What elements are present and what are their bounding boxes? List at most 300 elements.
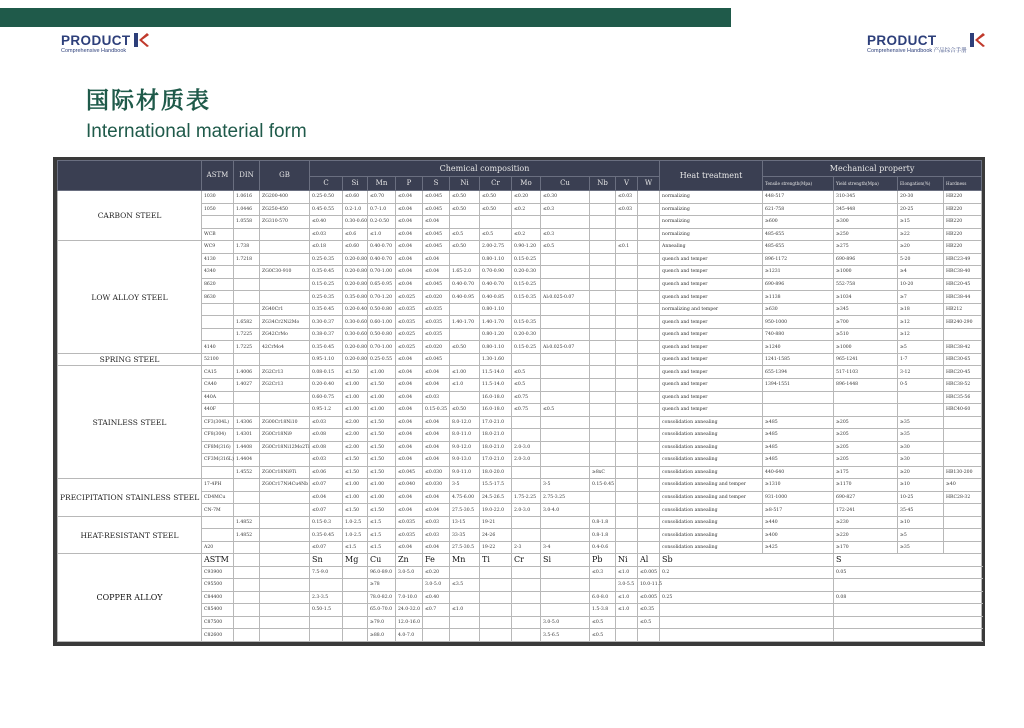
header-element-mn: Mn <box>368 177 396 191</box>
table-cell <box>638 266 660 279</box>
table-cell: 3-5 <box>450 479 480 492</box>
table-cell: ≤2.00 <box>343 416 368 429</box>
table-cell <box>512 353 541 366</box>
table-cell <box>260 604 310 617</box>
table-cell <box>234 541 260 554</box>
table-cell: 9.0-13.0 <box>450 454 480 467</box>
table-cell <box>260 491 310 504</box>
table-cell: ≤0.04 <box>423 216 450 229</box>
table-cell: 3.0-5.0 <box>423 579 450 592</box>
table-cell: ≥510 <box>834 328 898 341</box>
table-cell: 965-1241 <box>834 353 898 366</box>
table-cell <box>590 241 616 254</box>
copper-header-cell: Sb <box>660 554 834 566</box>
table-cell: 0.30-0.60 <box>343 216 368 229</box>
table-cell: CF3M(316L) <box>202 454 234 467</box>
table-cell: 0.25-0.55 <box>368 353 396 366</box>
table-cell <box>616 391 638 404</box>
table-cell: 1241-1585 <box>763 353 834 366</box>
table-cell: 0.50-0.80 <box>368 303 396 316</box>
table-cell <box>234 228 260 241</box>
table-cell <box>234 504 260 517</box>
table-cell: 3-5 <box>541 479 590 492</box>
table-cell: ≤0.04 <box>423 266 450 279</box>
table-cell <box>638 203 660 216</box>
table-cell <box>541 391 590 404</box>
table-row <box>58 353 982 366</box>
table-cell <box>260 579 310 592</box>
table-cell: ≤0.07 <box>310 504 343 517</box>
table-cell <box>834 404 898 417</box>
table-cell: 16.0-18.0 <box>480 404 512 417</box>
table-cell: 0.40-0.95 <box>450 291 480 304</box>
table-cell <box>480 591 512 604</box>
table-cell <box>541 591 590 604</box>
table-cell <box>590 328 616 341</box>
table-cell: ≥4 <box>898 266 944 279</box>
table-cell <box>450 566 480 579</box>
table-cell <box>512 479 541 492</box>
table-cell: ≤0.5 <box>638 616 660 629</box>
table-cell: 552-758 <box>834 278 898 291</box>
table-cell: 17.0-21.0 <box>480 416 512 429</box>
table-cell <box>616 378 638 391</box>
table-cell: HRC30-65 <box>944 353 982 366</box>
table-cell <box>541 516 590 529</box>
table-cell: ≤0.5 <box>590 629 616 642</box>
table-cell: 3-4 <box>541 541 590 554</box>
table-cell: 0.30-0.60 <box>343 328 368 341</box>
table-cell: 0.25-0.50 <box>310 191 343 204</box>
table-cell <box>638 466 660 479</box>
table-cell: HB220 <box>944 203 982 216</box>
table-cell: ZG0Cr18Ni12Mo2Ti <box>260 441 310 454</box>
table-cell: ≤1.00 <box>343 404 368 417</box>
table-cell: 5-20 <box>898 253 944 266</box>
table-cell: HRC38-44 <box>944 291 982 304</box>
table-cell: 0.2-0.50 <box>368 216 396 229</box>
table-cell: ≤0.005 <box>638 566 660 579</box>
table-cell: 0.60-1.00 <box>368 316 396 329</box>
table-cell: ≥7 <box>898 291 944 304</box>
table-cell <box>260 391 310 404</box>
table-cell: ≥18 <box>898 303 944 316</box>
table-cell: quench and temper <box>660 278 763 291</box>
table-cell: 1.7225 <box>234 341 260 354</box>
header-astm: ASTM <box>202 161 234 191</box>
table-cell <box>202 328 234 341</box>
table-cell <box>616 328 638 341</box>
table-cell: 8.0-11.0 <box>450 429 480 442</box>
table-cell: ≤0.04 <box>396 404 423 417</box>
table-cell: ≤0.045 <box>423 203 450 216</box>
table-cell: ≤1.00 <box>368 391 396 404</box>
table-cell <box>763 404 834 417</box>
table-cell <box>590 303 616 316</box>
table-cell: 4.75-6.00 <box>450 491 480 504</box>
header-element-cr: Cr <box>480 177 512 191</box>
table-cell: ≤0.5 <box>450 228 480 241</box>
table-cell <box>638 328 660 341</box>
table-cell <box>638 491 660 504</box>
table-cell: 42CrMo4 <box>260 341 310 354</box>
table-cell <box>834 616 982 629</box>
table-cell: ≤0.20 <box>512 191 541 204</box>
table-cell: consolidation annealing <box>660 516 763 529</box>
table-cell: 0.70-1.20 <box>368 291 396 304</box>
table-row <box>58 191 982 204</box>
table-cell: ≤1.00 <box>343 491 368 504</box>
brand-sub-en: Comprehensive Handbook <box>867 48 933 54</box>
table-cell: 1.4006 <box>234 366 260 379</box>
table-cell <box>541 278 590 291</box>
table-cell: ≤0.04 <box>396 416 423 429</box>
table-cell: quench and temper <box>660 391 763 404</box>
header-element-mo: Mo <box>512 177 541 191</box>
table-cell: ZG00Cr18Ni10 <box>260 416 310 429</box>
table-cell: 2.0-3.0 <box>512 441 541 454</box>
table-cell <box>480 629 512 642</box>
table-cell: 1.4852 <box>234 529 260 542</box>
table-cell <box>260 278 310 291</box>
table-cell: ≥15 <box>898 216 944 229</box>
table-cell: Annealing <box>660 241 763 254</box>
table-cell: ≥600 <box>763 216 834 229</box>
table-cell: 2-3 <box>512 541 541 554</box>
table-cell <box>944 441 982 454</box>
table-cell: ≤0.04 <box>396 203 423 216</box>
table-cell <box>512 466 541 479</box>
table-cell <box>638 291 660 304</box>
table-cell: ZG2Cr13 <box>260 378 310 391</box>
table-cell <box>834 629 982 642</box>
table-cell <box>396 579 423 592</box>
table-cell: ≥35 <box>898 541 944 554</box>
table-cell: ≤0.20 <box>423 566 450 579</box>
table-cell: ≤0.5 <box>590 616 616 629</box>
table-cell <box>512 579 541 592</box>
table-cell <box>834 391 898 404</box>
header-element-cu: Cu <box>541 177 590 191</box>
table-cell: 0.08 <box>834 591 982 604</box>
table-cell: ≤1.0 <box>368 228 396 241</box>
table-cell <box>234 278 260 291</box>
table-cell: 1.4301 <box>234 429 260 442</box>
table-cell: ≤1.50 <box>343 366 368 379</box>
table-cell: ≤0.045 <box>423 228 450 241</box>
table-cell <box>202 316 234 329</box>
table-cell <box>616 228 638 241</box>
table-cell: ≤1.0 <box>616 591 638 604</box>
table-cell <box>343 579 368 592</box>
table-cell: ≤0.03 <box>310 454 343 467</box>
header-element-si: Si <box>343 177 368 191</box>
table-cell: 1-7 <box>898 353 944 366</box>
table-cell <box>541 429 590 442</box>
table-cell <box>616 454 638 467</box>
table-cell: consolidation annealing <box>660 454 763 467</box>
table-cell: 0.35-0.45 <box>310 266 343 279</box>
table-cell <box>944 416 982 429</box>
group-label: PRECIPITATION STAINLESS STEEL <box>58 479 202 517</box>
table-cell: ≥440 <box>763 516 834 529</box>
table-cell: quench and temper <box>660 353 763 366</box>
table-cell: ≤0.50 <box>450 191 480 204</box>
table-cell: CF3(304L) <box>202 416 234 429</box>
table-cell: ≤0.03 <box>423 391 450 404</box>
table-cell <box>260 291 310 304</box>
table-cell <box>541 466 590 479</box>
table-cell: ≤0.04 <box>396 391 423 404</box>
table-cell <box>944 541 982 554</box>
table-cell: 0.65-0.95 <box>368 278 396 291</box>
table-cell: 1.4306 <box>234 416 260 429</box>
table-cell: consolidation annealing <box>660 416 763 429</box>
table-cell <box>590 316 616 329</box>
table-cell <box>590 404 616 417</box>
table-cell: 0.70-1.00 <box>368 341 396 354</box>
table-cell: 0.80-1.10 <box>480 341 512 354</box>
table-cell: quench and temper <box>660 316 763 329</box>
table-cell: 0.40-0.85 <box>480 291 512 304</box>
table-cell: ≤0.035 <box>396 529 423 542</box>
table-cell: 3.0-5.5 <box>616 579 638 592</box>
table-cell: normalizing <box>660 216 763 229</box>
table-cell: 0.95-1.10 <box>310 353 343 366</box>
table-cell <box>616 616 638 629</box>
table-cell: ZG310-570 <box>260 216 310 229</box>
table-cell: HRC38-52 <box>944 378 982 391</box>
table-cell: 0.15-0.25 <box>512 278 541 291</box>
table-cell: ≤1.50 <box>368 454 396 467</box>
table-cell <box>616 416 638 429</box>
table-cell <box>450 391 480 404</box>
table-cell <box>260 353 310 366</box>
table-cell: ≤0.040 <box>396 479 423 492</box>
table-cell: ≤0.08 <box>310 441 343 454</box>
table-cell <box>480 216 512 229</box>
table-cell: 8620 <box>202 278 234 291</box>
table-cell: 1.40-1.70 <box>450 316 480 329</box>
header-mech-col: Tensile strength(Mpa) <box>763 177 834 191</box>
table-cell: C93900 <box>202 566 234 579</box>
table-cell: 0.8-1.8 <box>590 516 616 529</box>
table-cell: Al:0.025-0.07 <box>541 341 590 354</box>
table-cell: ≤0.04 <box>423 416 450 429</box>
table-cell: ≤0.03 <box>616 203 638 216</box>
top-banner-bar <box>0 8 731 27</box>
table-cell: ≤0.03 <box>310 228 343 241</box>
table-cell <box>202 529 234 542</box>
table-cell: ≤0.5 <box>512 366 541 379</box>
table-cell: ≥40 <box>944 479 982 492</box>
table-cell: 1.0616 <box>234 191 260 204</box>
table-cell: ≤1.50 <box>368 416 396 429</box>
table-cell: ≤0.50 <box>450 404 480 417</box>
table-cell: ≤1.00 <box>368 491 396 504</box>
table-cell: ≥1231 <box>763 266 834 279</box>
table-cell <box>638 378 660 391</box>
table-cell: ≤0.020 <box>423 341 450 354</box>
table-cell: ≥10 <box>898 479 944 492</box>
table-cell: HB212 <box>944 303 982 316</box>
table-cell: 1.0-2.5 <box>343 516 368 529</box>
table-cell <box>590 579 616 592</box>
table-cell: 1.4408 <box>234 441 260 454</box>
table-cell: 52100 <box>202 353 234 366</box>
table-cell <box>660 579 834 592</box>
table-cell: 0.20-0.80 <box>343 341 368 354</box>
table-cell: ≥485 <box>763 441 834 454</box>
table-cell: consolidation annealing <box>660 441 763 454</box>
table-cell: ≥345 <box>834 303 898 316</box>
table-cell: ≤0.035 <box>423 316 450 329</box>
table-cell: 0.15-0.25 <box>512 341 541 354</box>
table-cell: CD4MCu <box>202 491 234 504</box>
table-cell <box>616 366 638 379</box>
table-cell <box>898 391 944 404</box>
table-cell: ≥20 <box>898 466 944 479</box>
table-cell: 2.3-3.5 <box>310 591 343 604</box>
table-cell <box>260 541 310 554</box>
table-cell: ≥35 <box>898 429 944 442</box>
table-cell: C82600 <box>202 629 234 642</box>
table-cell: 0.35-0.45 <box>310 303 343 316</box>
table-cell: ≥5 <box>898 529 944 542</box>
table-cell: ≤0.03 <box>423 516 450 529</box>
table-cell <box>638 366 660 379</box>
table-cell <box>450 253 480 266</box>
table-cell: 10-25 <box>898 491 944 504</box>
table-cell: C95500 <box>202 579 234 592</box>
table-cell: 3.5-6.5 <box>541 629 590 642</box>
table-cell: ≥1000 <box>834 266 898 279</box>
table-cell: 0.08-0.15 <box>310 366 343 379</box>
table-cell <box>541 378 590 391</box>
table-cell: HRC28-32 <box>944 491 982 504</box>
table-cell: 0.45-0.55 <box>310 203 343 216</box>
copper-header-cell: Cr <box>512 554 541 566</box>
table-cell: 8630 <box>202 291 234 304</box>
table-cell: HB240-290 <box>944 316 982 329</box>
table-cell: 0.40-0.70 <box>368 241 396 254</box>
table-cell <box>450 591 480 604</box>
table-cell: 0.20-0.80 <box>343 266 368 279</box>
table-cell: ≤1.00 <box>368 366 396 379</box>
header-element-v: V <box>616 177 638 191</box>
table-cell: 896-1448 <box>834 378 898 391</box>
brand-word: PRODUCT <box>61 33 131 48</box>
header-mech-col: Elongation(%) <box>898 177 944 191</box>
table-cell <box>616 529 638 542</box>
table-cell: ≤0.07 <box>310 541 343 554</box>
table-cell: ≤1.50 <box>368 466 396 479</box>
table-cell: 0.15-0.25 <box>310 278 343 291</box>
table-cell: 0.60-0.75 <box>310 391 343 404</box>
table-cell: ≤1.50 <box>343 466 368 479</box>
table-cell: 310-345 <box>834 191 898 204</box>
table-cell: 0.25 <box>660 591 834 604</box>
table-cell <box>616 466 638 479</box>
table-cell <box>202 216 234 229</box>
table-cell: ≤1.0 <box>450 378 480 391</box>
table-cell <box>310 579 343 592</box>
table-cell: ≤0.75 <box>512 404 541 417</box>
table-cell: 517-1103 <box>834 366 898 379</box>
copper-header-cell <box>234 554 260 566</box>
table-cell: 0.15-0.35 <box>512 291 541 304</box>
table-cell <box>638 241 660 254</box>
table-cell: WC9 <box>202 241 234 254</box>
table-cell: 1394-1551 <box>763 378 834 391</box>
table-cell: ≥170 <box>834 541 898 554</box>
brand-logo-left <box>61 34 149 55</box>
table-cell <box>541 216 590 229</box>
table-cell <box>234 291 260 304</box>
table-cell: 3-12 <box>898 366 944 379</box>
table-cell: ≥12 <box>898 316 944 329</box>
table-cell: 0.25-0.35 <box>310 291 343 304</box>
table-cell <box>638 303 660 316</box>
table-cell: 4130 <box>202 253 234 266</box>
table-cell <box>202 303 234 316</box>
table-cell <box>512 516 541 529</box>
table-cell <box>590 266 616 279</box>
table-cell <box>541 328 590 341</box>
table-cell <box>541 266 590 279</box>
table-cell <box>541 454 590 467</box>
table-cell: ≤0.030 <box>423 466 450 479</box>
table-cell: ≤0.50 <box>480 191 512 204</box>
table-cell: 1030 <box>202 191 234 204</box>
table-cell: ≤0.06 <box>310 466 343 479</box>
group-label: COPPER ALLOY <box>58 554 202 642</box>
table-cell <box>512 629 541 642</box>
table-cell: ≤1.50 <box>368 441 396 454</box>
table-cell <box>638 253 660 266</box>
table-cell: ≤1.0 <box>450 604 480 617</box>
table-cell: ≤0.04 <box>396 228 423 241</box>
table-cell: ≤0.025 <box>396 291 423 304</box>
brand-sub-cn: 产品综合手册 <box>933 48 967 54</box>
table-cell: ≤0.5 <box>541 241 590 254</box>
table-cell: 0.35-0.45 <box>310 341 343 354</box>
table-cell: ≤1.50 <box>368 429 396 442</box>
table-cell: ≤0.5 <box>512 378 541 391</box>
table-cell <box>944 516 982 529</box>
table-cell <box>616 353 638 366</box>
group-label: CARBON STEEL <box>58 191 202 241</box>
table-cell <box>541 566 590 579</box>
table-cell: 9.0-12.0 <box>450 441 480 454</box>
table-cell: ≤0.04 <box>396 241 423 254</box>
table-cell <box>898 404 944 417</box>
table-cell: ≤0.07 <box>310 479 343 492</box>
table-cell: 19-22 <box>480 541 512 554</box>
table-cell: ≤0.04 <box>396 441 423 454</box>
table-cell: 0.15-0.35 <box>512 316 541 329</box>
table-cell: ≤0.70 <box>368 191 396 204</box>
table-cell <box>944 454 982 467</box>
table-cell: CN-7M <box>202 504 234 517</box>
table-cell: 0.40-0.70 <box>368 253 396 266</box>
table-cell: 1.6582 <box>234 316 260 329</box>
table-cell: CA15 <box>202 366 234 379</box>
table-cell <box>590 353 616 366</box>
table-cell <box>590 441 616 454</box>
header-mech-col: Yield strength(Mpa) <box>834 177 898 191</box>
table-cell: HB130-200 <box>944 466 982 479</box>
